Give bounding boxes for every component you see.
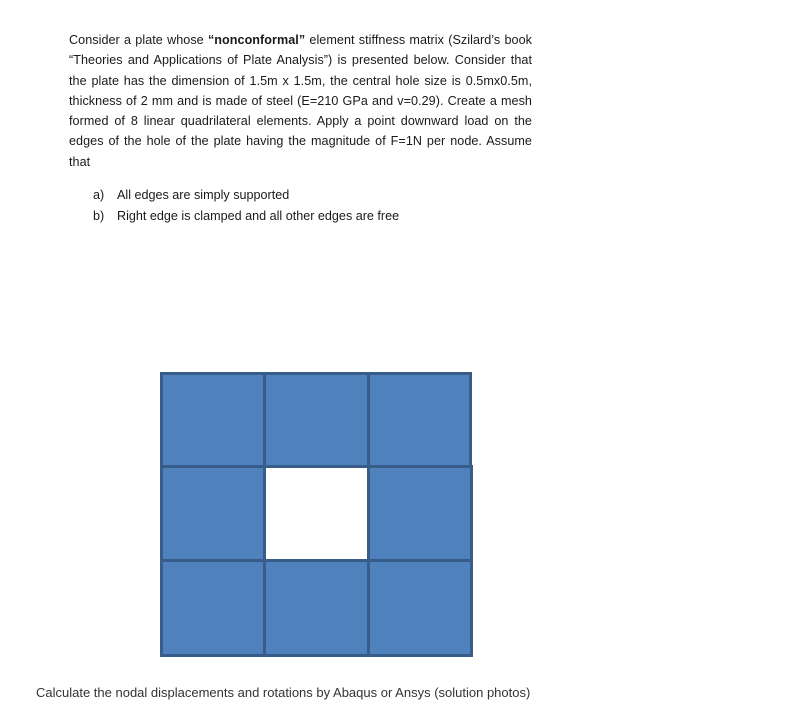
mesh-element-1	[162, 374, 265, 467]
mesh-element-5	[369, 467, 472, 561]
case-marker: b)	[93, 208, 105, 223]
mesh-element-7	[265, 561, 369, 656]
mesh-element-2	[265, 374, 369, 467]
plate-mesh-diagram	[160, 372, 474, 658]
central-hole	[266, 468, 367, 559]
case-list	[93, 185, 399, 226]
footer-instruction: Calculate the nodal displacements and rotations by Abaqus or Ansys (solution photos)	[36, 685, 531, 700]
case-marker: a)	[93, 188, 105, 202]
case-text: Right edge is clamped and all other edges are free	[117, 208, 400, 223]
case-text: All edges are simply supported	[117, 188, 290, 202]
problem-body: element stiffness matrix (Szilard’s book “Theories and Applications of Plate Analysis”) is presented below. Consider that the plate has the dimension of 1.5m x 1.5m, the central hole size is 0.5mx0.5m, thickness of 2 mm and is made of steel (E=210 GPa and v=0.29). Create a mesh formed of 8 linear quadrilateral elements. Apply a point downward load on the edges of the hole of the plate having the magnitude of F=1N per node. Assume that	[69, 33, 532, 169]
problem-statement	[69, 30, 532, 172]
case-item-a	[93, 185, 399, 206]
problem-paragraph	[69, 30, 532, 172]
mesh-element-3	[369, 374, 471, 467]
mesh-element-8	[369, 561, 472, 656]
problem-emphasis: “nonconformal”	[207, 33, 306, 47]
problem-intro: Consider a plate whose	[69, 33, 208, 47]
case-item-b	[93, 206, 399, 227]
mesh-element-4	[162, 467, 265, 561]
mesh-element-6	[162, 561, 265, 656]
